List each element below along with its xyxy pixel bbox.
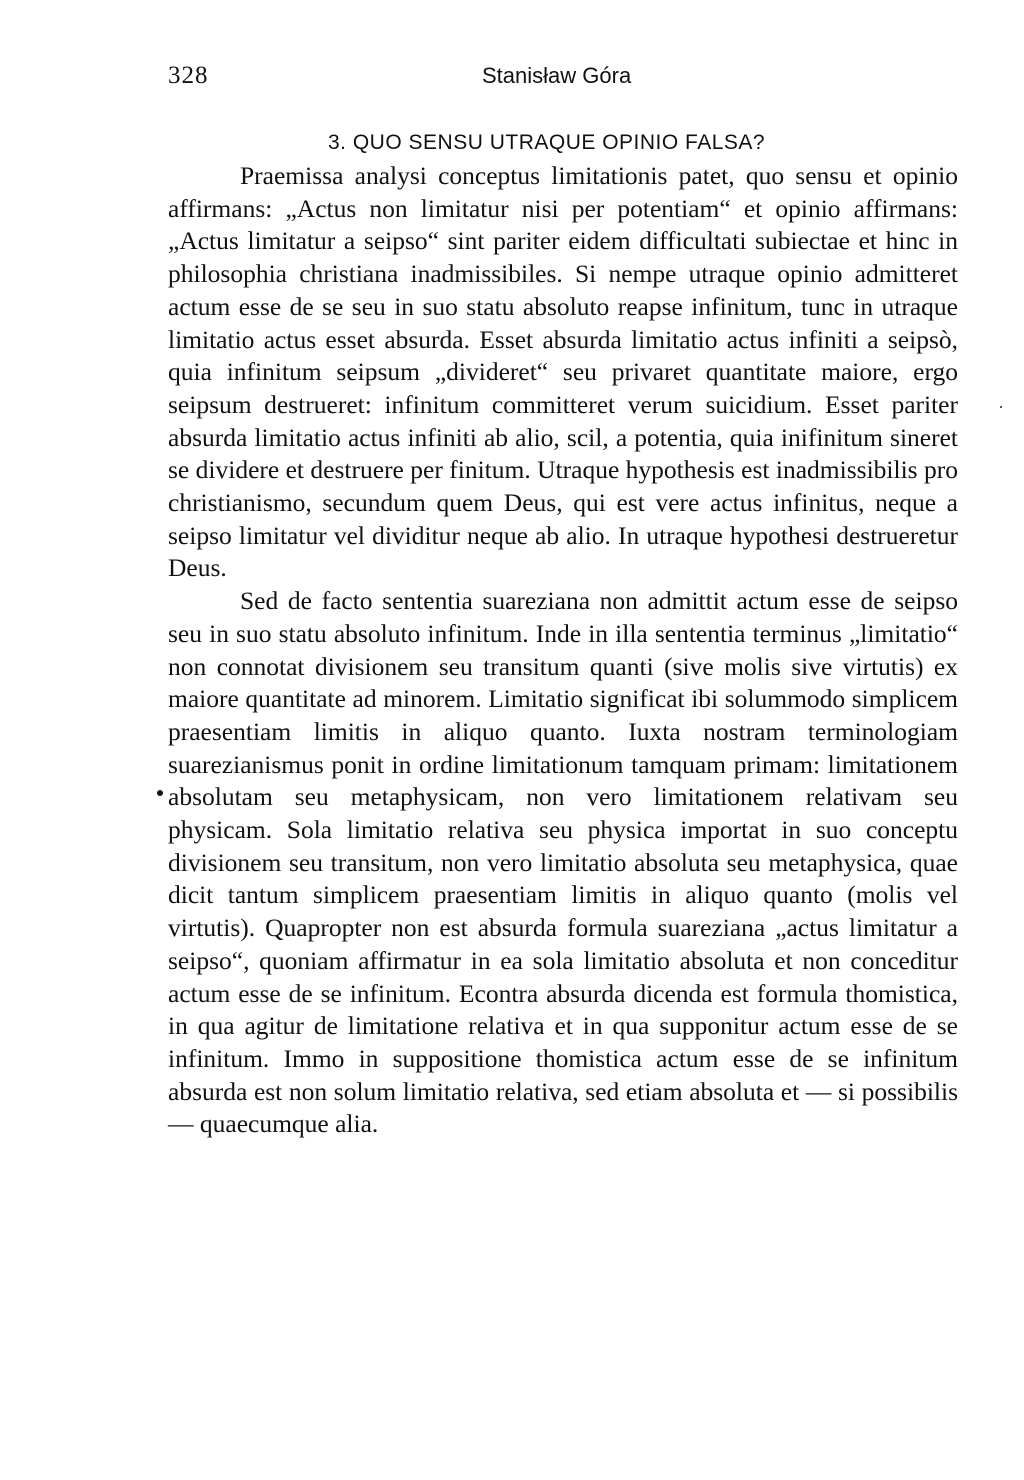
running-head-author: Stanisław Góra [482,63,632,88]
page-number: 328 [168,62,209,89]
body-text [168,160,958,1141]
paragraph-1: Praemissa analysi conceptus limitationis patet, quo sensu et opinio affirmans: „Actus non limitatur nisi per potentiam“ et opinio affirmans: „Actus limitatur a seipso“ sint pariter eidem difficultati subiectae et hinc in philosophia christiana inadmissibiles. Si nempe utraque opinio admitteret actum esse de se seu in suo statu absoluto reapse infinitum, tunc in utraque limitatio actus esset absurda. Esset absurda limitatio actus infiniti a seipsò, quia infinitum seipsum „divideret“ seu privaret quantitate maiore, ergo seipsum destrueret: infinitum committeret verum suicidium. Esset pariter absurda limitatio actus infiniti ab alio, scil, a potentia, quia inifinitum sineret se dividere et destruere per finitum. Utraque hypothesis est inadmissibilis pro christianismo, secundum quem Deus, qui est vere actus infinitus, neque a seipso limitatur vel dividitur neque ab alio. In utraque hypothesi destrueretur Deus. [168,161,958,583]
margin-tick-mark [1000,406,1002,408]
section-heading: 3. QUO SENSU UTRAQUE OPINIO FALSA? [328,131,766,154]
page-header [168,62,958,98]
paragraph-2: Sed de facto sententia suareziana non admittit actum esse de seipso seu in suo statu absoluto infinitum. Inde in illa sententia terminus „limitatio“ non connotat divisionem seu transitum quanti (sive molis sive virtutis) ex maiore quantitate ad minorem. Limitatio significat ibi solummodo simplicem praesentiam limitis in aliquo quanto. Iuxta nostram terminologiam suarezianismus ponit in ordine limitationum tamquam primam: limitationem absolutam seu metaphysicam, non vero limitationem relativam seu physicam. Sola limitatio relativa seu physica importat in suo conceptu divisionem seu transitum, non vero limitatio absoluta seu metaphysica, quae dicit tantum simplicem praesentiam limitis in aliquo quanto (molis vel virtutis). Quapropter non est absurda formula suareziana „actus limitatur a seipso“, quoniam affirmatur in ea sola limitatio absoluta et non conceditur actum esse de se infinitum. Econtra absurda dicenda est formula thomistica, in qua agitur de limitatione relativa et in qua supponitur actum esse de se infinitum. Immo in suppositione thomistica actum esse de se infinitum absurda est non solum limitatio relativa, sed etiam absoluta et — si possibilis — quaecumque alia. [168,586,958,1139]
margin-dot-mark [157,790,163,796]
